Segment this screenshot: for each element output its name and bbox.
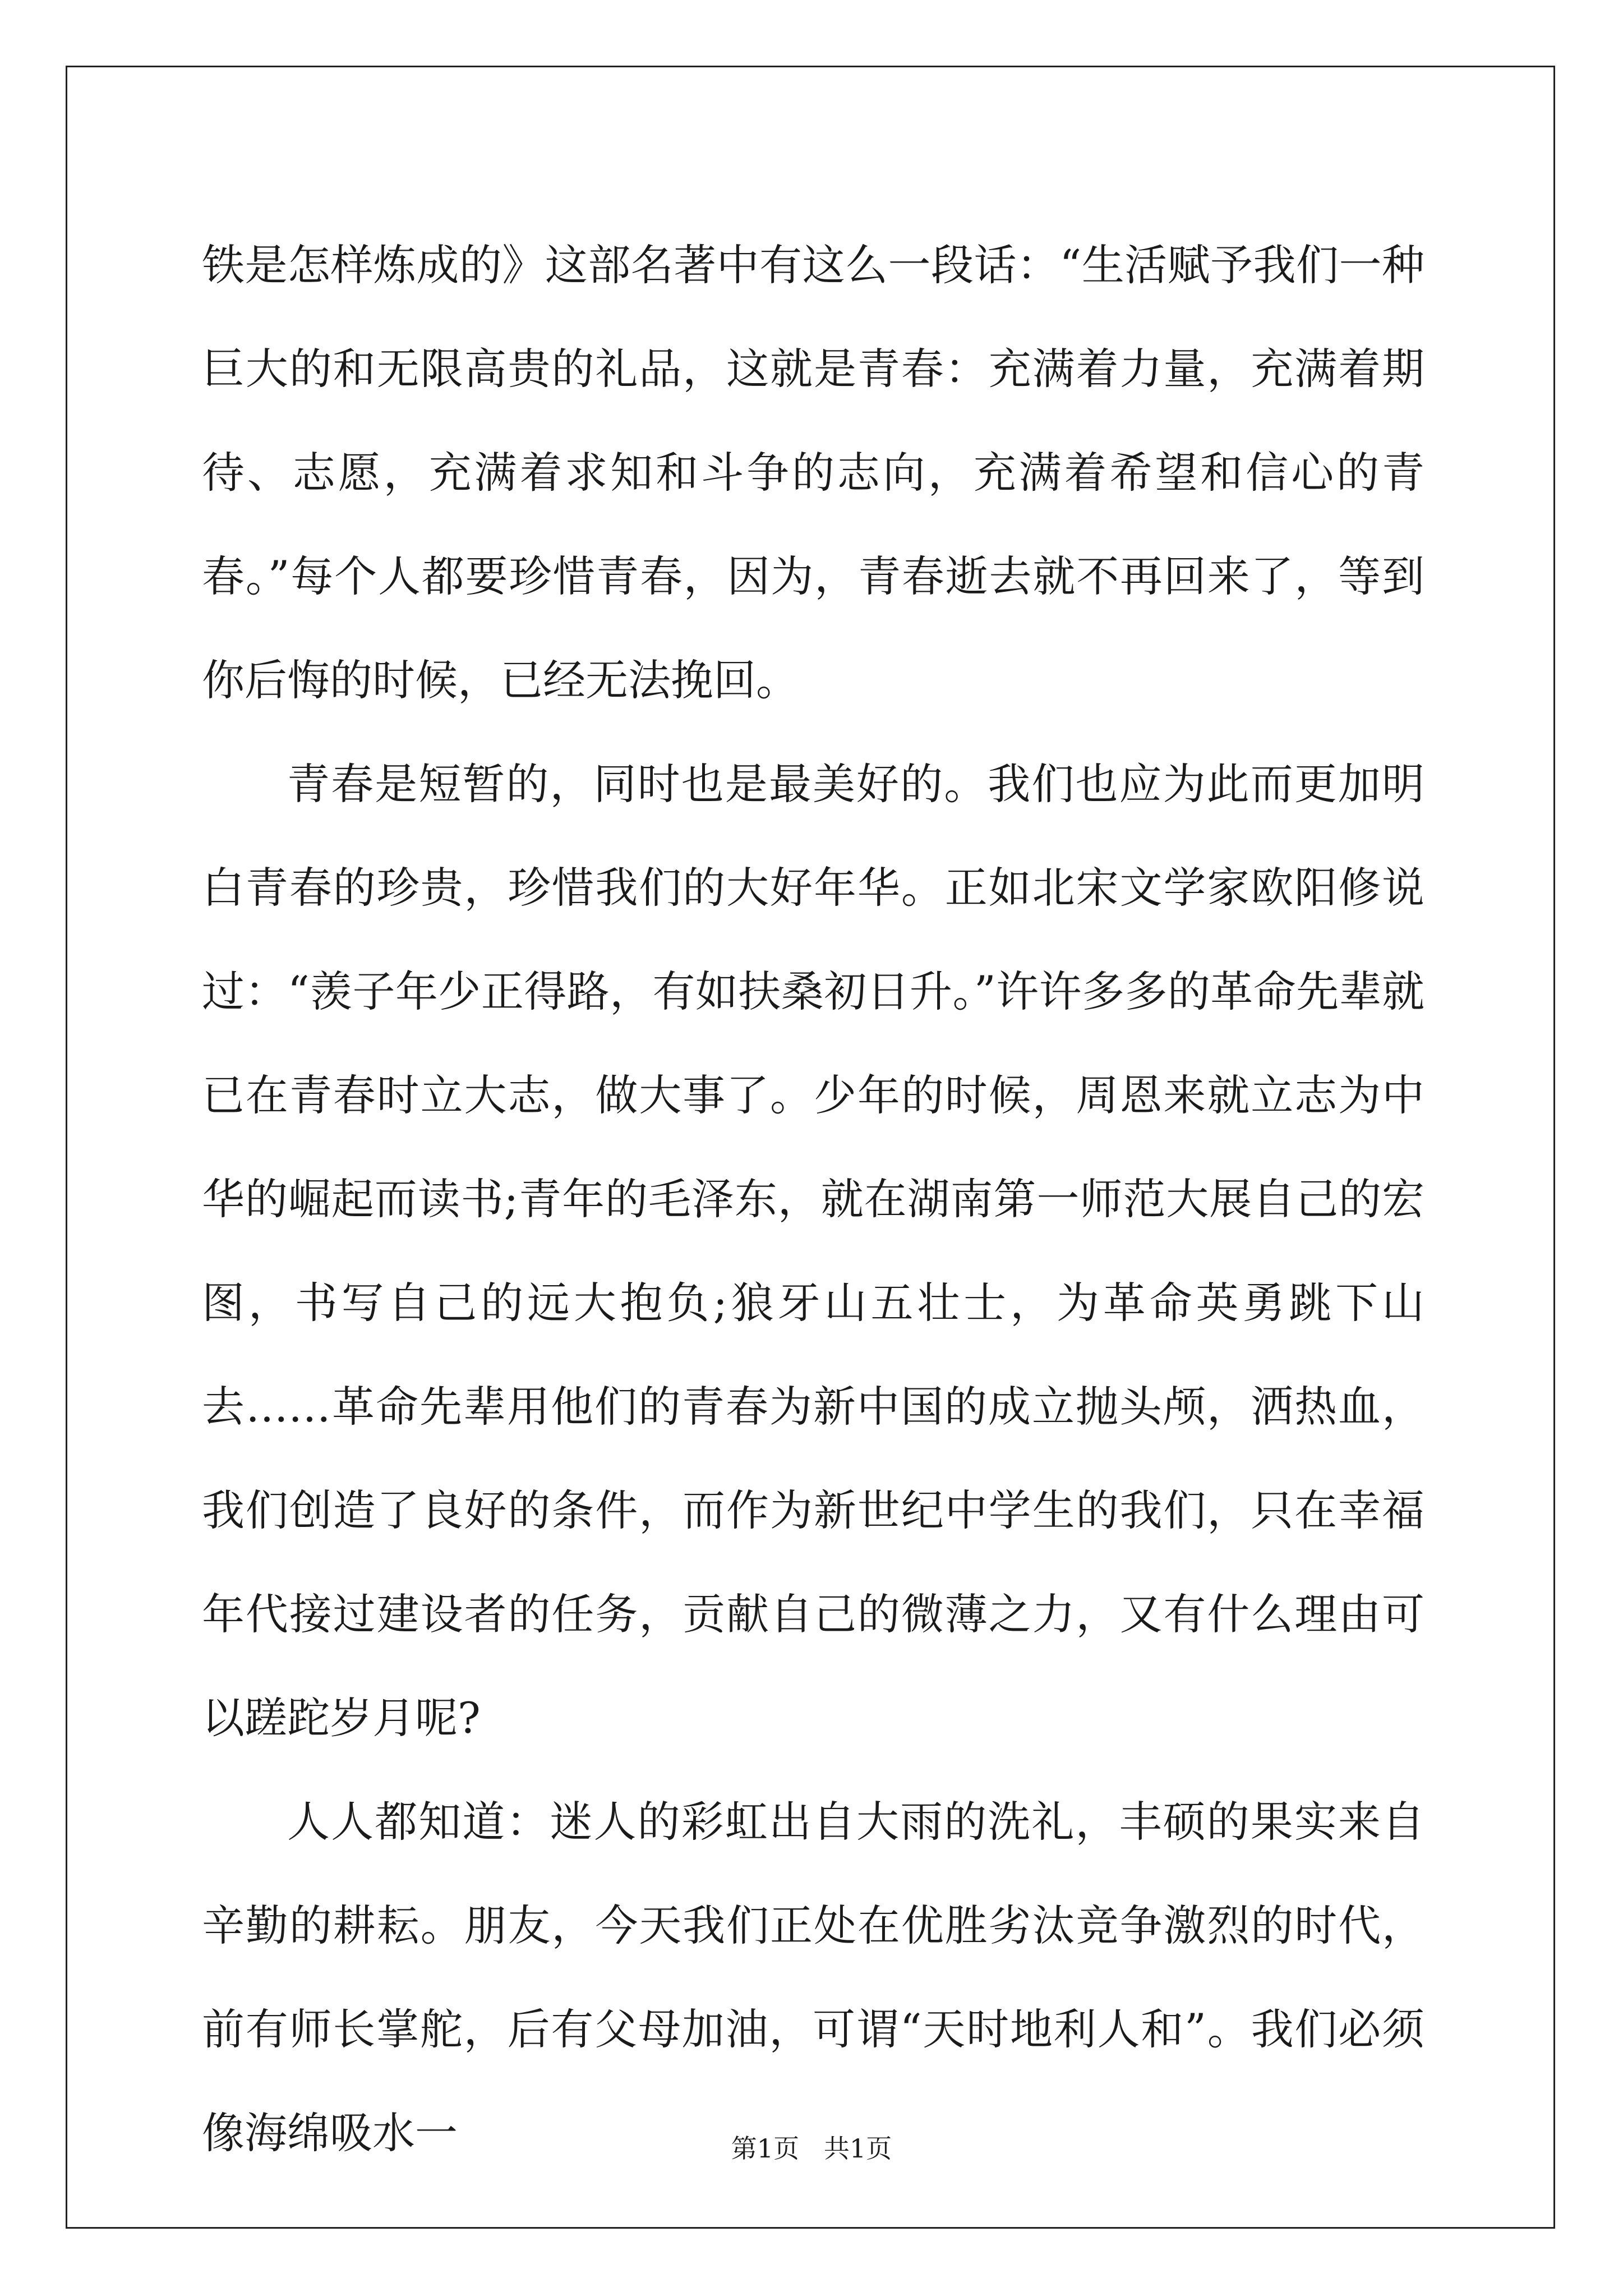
document-body xyxy=(202,213,1424,2185)
paragraph-1: 铁是怎样炼成的》这部名著中有这么一段话：“生活赋予我们一种巨大的和无限高贵的礼品，这就是青春：充满着力量，充满着期待、志愿，充满着求知和斗争的志向，充满着希望和信心的青春。”每个人都要珍惜青春，因为，青春逝去就不再回来了，等到你后悔的时候，已经无法挽回。 xyxy=(202,240,1424,705)
paragraph-2: 青春是短暂的，同时也是最美好的。我们也应为此而更加明白青春的珍贵，珍惜我们的大好年华。正如北宋文学家欧阳修说过：“羡子年少正得路，有如扶桑初日升。”许许多多的革命先辈就已在青春时立大志，做大事了。少年的时候，周恩来就立志为中华的崛起而读书;青年的毛泽东，就在湖南第一师范大展自己的宏图，书写自己的远大抱负;狼牙山五壮士，为革命英勇跳下山去……革命先辈用他们的青春为新中国的成立抛头颅，洒热血，我们创造了良好的条件，而作为新世纪中学生的我们，只在幸福年代接过建设者的任务，贡献自己的微薄之力，又有什么理由可以蹉跎岁月呢? xyxy=(202,759,1424,1743)
paragraph-3: 人人都知道：迷人的彩虹出自大雨的洗礼，丰硕的果实来自辛勤的耕耘。朋友，今天我们正处在优胜劣汰竞争激烈的时代，前有师长掌舵，后有父母加油，可谓“天时地利人和”。我们必须像海绵吸水一 xyxy=(202,1797,1424,2158)
page-number-footer: 第1页 共1页 xyxy=(731,2133,892,2164)
